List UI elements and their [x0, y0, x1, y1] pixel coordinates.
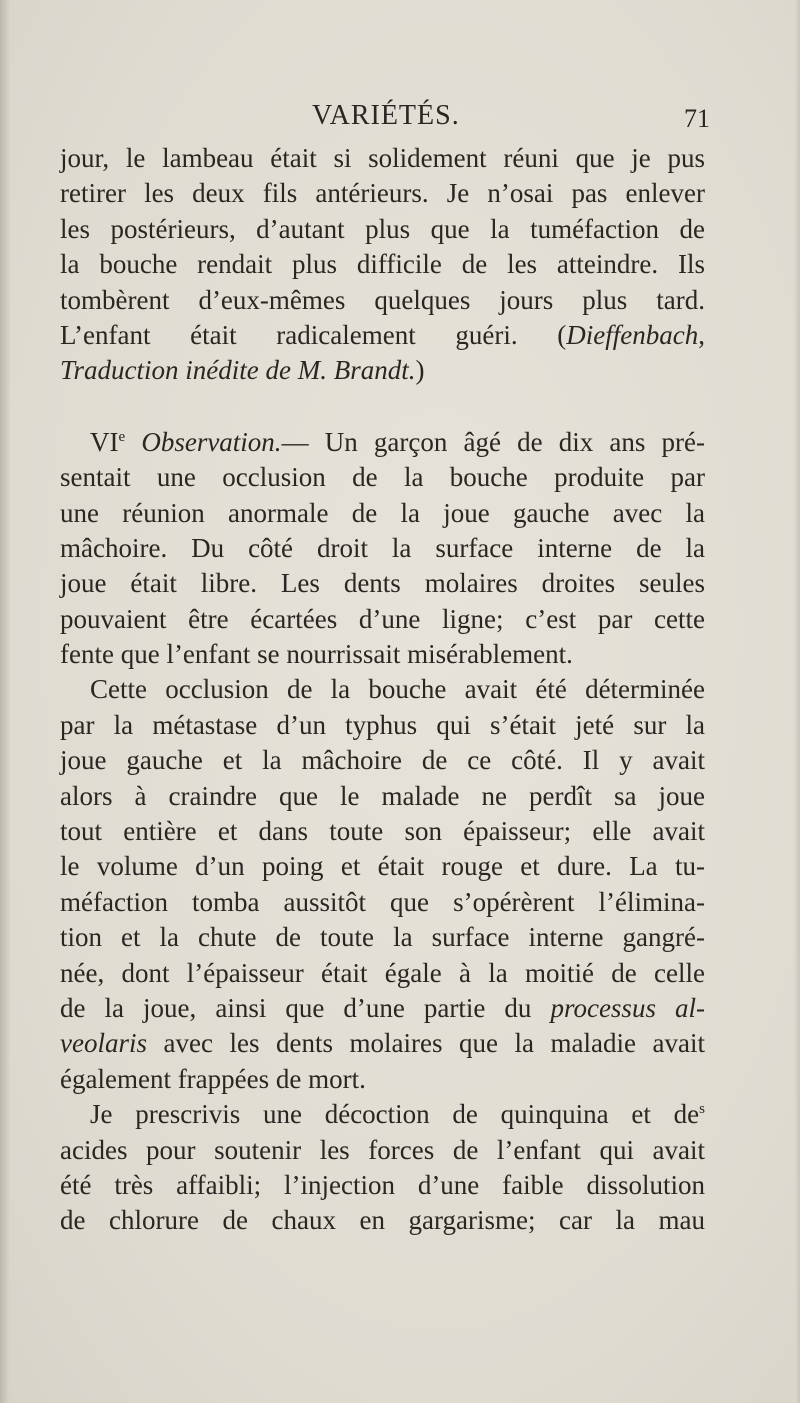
translation-citation: Traduction inédite de M. Brandt. — [60, 355, 416, 386]
text-line: acides pour soutenir les forces de l’enfant qui avait — [60, 1134, 705, 1165]
text-line: la bouche rendait plus difficile de les atteindre. Ils — [60, 249, 705, 280]
text-line — [60, 318, 705, 353]
text-line: Cette occlusion de la bouche avait été déterminée — [90, 674, 705, 705]
text-line: de chlorure de chaux en gargarisme; car la mau — [60, 1205, 705, 1236]
text-span: de la joue, ainsi que d’une partie du — [60, 992, 551, 1023]
paragraph-gap — [60, 389, 705, 425]
text-line: tion et la chute de toute la surface interne gangré- — [60, 922, 705, 953]
body-text — [60, 141, 705, 1239]
latin-term: veolaris — [60, 1028, 147, 1059]
text-line: par la métastase d’un typhus qui s’était jeté sur la — [60, 709, 705, 740]
text-line: née, dont l’épaisseur était égale à la moitié de celle — [60, 957, 705, 988]
running-head-title: VARIÉTÉS. — [312, 100, 460, 131]
text-line: joue gauche et la mâchoire de ce côté. Il y avait — [60, 745, 705, 776]
text-line: pouvaient être écartées d’une ligne; c’est par cette — [60, 603, 705, 634]
superscript: s — [699, 1101, 705, 1118]
text-span: avec les dents molaires que la maladie avait — [147, 1028, 705, 1059]
text-line: jour, le lambeau était si solidement réuni que je pus — [60, 143, 705, 173]
text-line: méfaction tomba aussitôt que s’opérèrent l’élimina- — [60, 886, 705, 917]
text-line: été très affaibli; l’injection d’une faible dissolution — [60, 1169, 705, 1200]
text-line — [60, 1097, 705, 1132]
paragraph-continued — [60, 141, 705, 389]
paragraph — [60, 672, 705, 1097]
text-line: alors à craindre que le malade ne perdît sa joue — [60, 780, 705, 811]
text-span: L’enfant était radicalement guéri. ( — [60, 319, 567, 350]
text-line: tout entière et dans toute son épaisseur; elle avait — [60, 816, 705, 847]
text-line — [60, 991, 705, 1026]
observation-number: VI — [90, 426, 119, 457]
text-line: le volume d’un poing et était rouge et dure. La tu- — [60, 851, 705, 882]
text-line: joue était libre. Les dents molaires droites seules — [60, 568, 705, 599]
text-line: sentait une occlusion de la bouche produite par — [60, 462, 705, 493]
latin-term: processus al- — [550, 992, 705, 1023]
text-line: mâchoire. Du côté droit la surface interne de la — [60, 532, 705, 563]
observation-paragraph — [60, 425, 705, 673]
text-span: Je prescrivis une décoction de quinquina et de — [90, 1099, 700, 1130]
paragraph — [60, 1097, 705, 1239]
text-line: fente que l’enfant se nourrissait misérablement. — [60, 639, 573, 670]
running-head — [60, 100, 710, 140]
text-line: retirer les deux fils antérieurs. Je n’osai pas enlever — [60, 178, 705, 209]
text-line — [60, 425, 705, 460]
text-line — [60, 1026, 705, 1061]
text-span — [125, 427, 141, 457]
text-line: tombèrent d’eux-mêmes quelques jours plus tard. — [60, 284, 705, 315]
author-citation: Dieffenbach — [566, 319, 699, 350]
page-number: 71 — [684, 104, 710, 133]
page-left-edge — [0, 0, 10, 1403]
superscript: e — [118, 428, 126, 445]
text-line: également frappées de mort. — [60, 1063, 366, 1094]
text-line — [60, 353, 705, 388]
text-span: ) — [415, 355, 425, 386]
text-line: une réunion anormale de la joue gauche avec la — [60, 497, 705, 528]
text-span: — Un garçon âgé de dix ans pré- — [281, 426, 705, 457]
text-span: , — [698, 319, 705, 350]
page-right-edge — [794, 0, 800, 1403]
text-line: les postérieurs, d’autant plus que la tuméfaction de — [60, 213, 705, 244]
observation-heading: Observation. — [141, 426, 282, 457]
